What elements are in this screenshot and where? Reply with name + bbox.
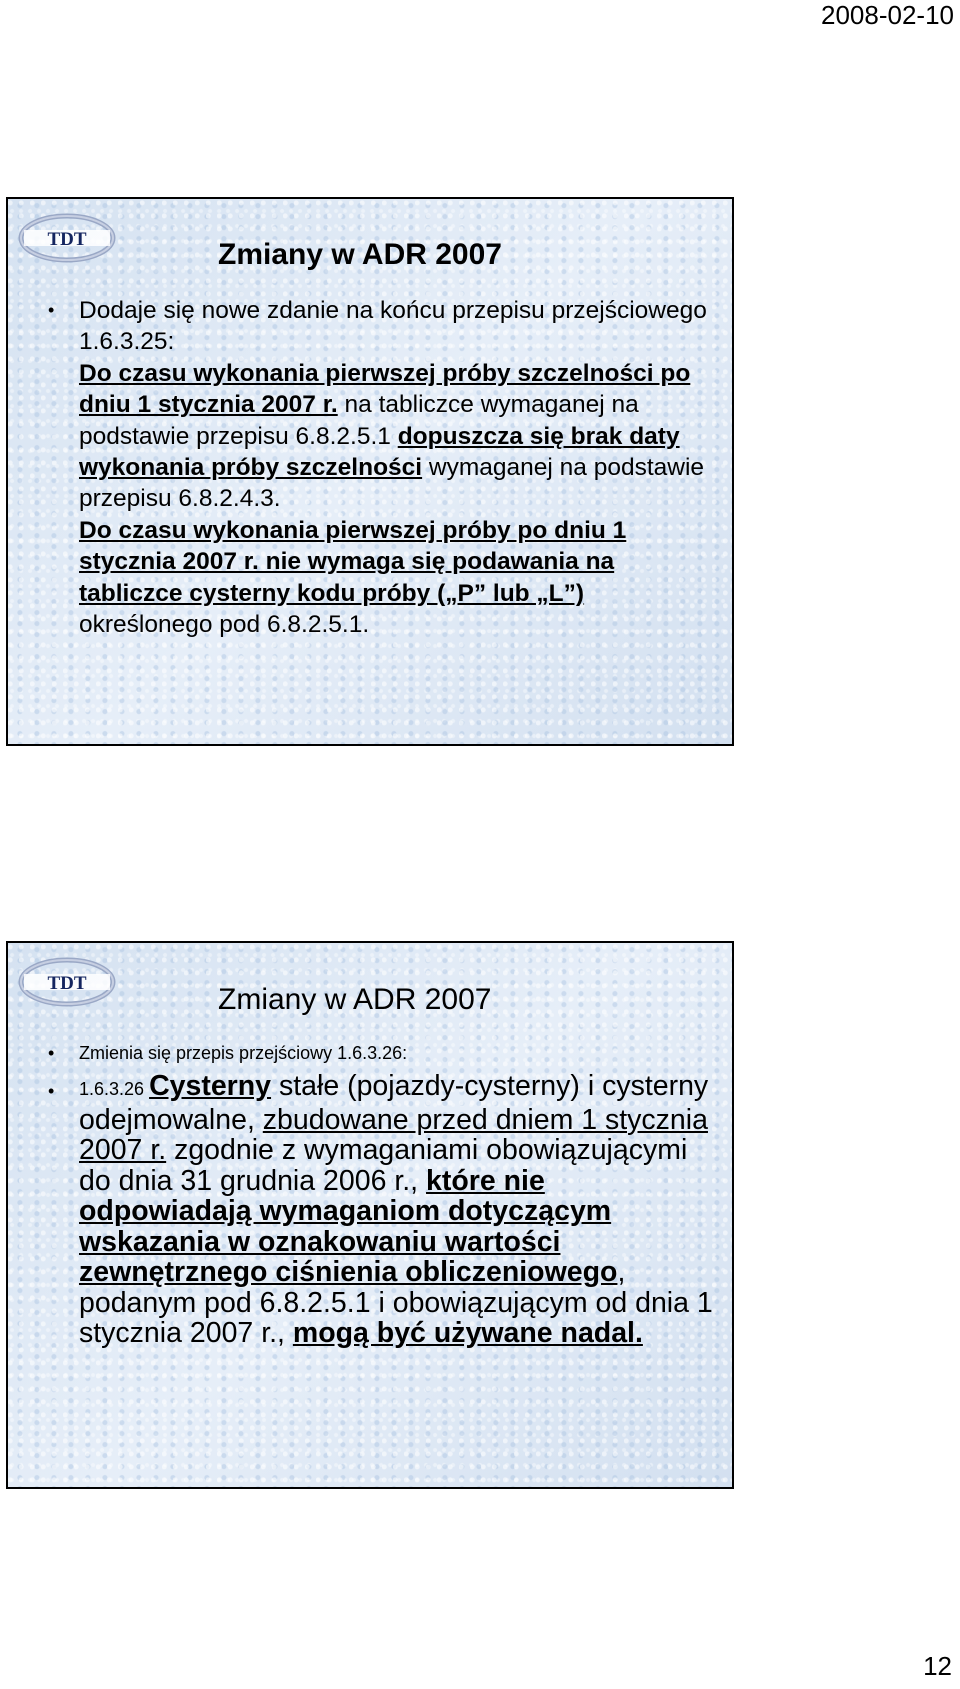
emphasis-text: mogą być używane nadal.	[292, 1317, 643, 1349]
body-text: , podanym pod 6.8.2.5.1 i obowiązującym od dnia 1 stycznia 2007 r.,	[79, 1256, 713, 1349]
bullet-item: • Zmienia się przepis przejściowy 1.6.3.26:	[8, 1039, 722, 1067]
slide-1	[6, 197, 734, 746]
bullet-item	[8, 1071, 722, 1349]
body-text: określonego pod 6.8.2.5.1.	[79, 611, 370, 639]
logo-text: TDT	[47, 229, 87, 250]
bullet-list	[8, 295, 722, 640]
slide-2	[6, 941, 734, 1489]
paragraph-intro: • Dodaje się nowe zdanie na końcu przepisu przejściowego 1.6.3.25:	[79, 297, 707, 356]
body-text: na tabliczce wymaganej na podstawie przepisu 6.8.2.5.1	[79, 391, 639, 450]
emphasis-text: Cysterny	[149, 1070, 272, 1102]
body-text: zgodnie z wymaganiami obowiązującymi do dnia 31 grudnia 2006 r.,	[79, 1134, 688, 1197]
header-date: 2008-02-10	[821, 0, 954, 30]
emphasis-text: dopuszcza się brak daty wykonania próby szczelności	[79, 422, 680, 482]
emphasis-text: Do czasu wykonania pierwszej próby po dniu 1 stycznia 2007 r. nie wymaga się podawania na tabliczce cysterny kodu próby („P” lub „L”)	[79, 516, 627, 607]
emphasis-text: które nie odpowiadają wymaganiom dotyczącym wskazania w oznakowaniu wartości zewnętrznego ciśnienia obliczeniowego	[79, 1164, 618, 1288]
tdt-logo	[18, 955, 116, 1009]
bullet-list	[8, 1039, 722, 1349]
logo-text: TDT	[47, 973, 87, 994]
rule-number: 1.6.3.26	[79, 1079, 150, 1099]
tdt-logo	[18, 211, 116, 265]
slide-title: Zmiany w ADR 2007	[218, 983, 492, 1016]
page-number: 12	[923, 1651, 952, 1681]
emphasis-text: Do czasu wykonania pierwszej próby szczelności po dniu 1 stycznia 2007 r.	[79, 359, 691, 419]
bullet-item	[8, 295, 722, 640]
body-text: wymaganej na podstawie przepisu 6.8.2.4.3.	[79, 454, 705, 513]
slide-title: Zmiany w ADR 2007	[218, 238, 502, 271]
paragraph-rule-1	[79, 358, 722, 515]
body-text: stałe (pojazdy-cysterny) i cysterny odejmowalne,	[79, 1070, 709, 1136]
underlined-text: zbudowane przed dniem 1 stycznia 2007 r.	[79, 1103, 708, 1166]
paragraph-rule-2	[79, 515, 722, 641]
